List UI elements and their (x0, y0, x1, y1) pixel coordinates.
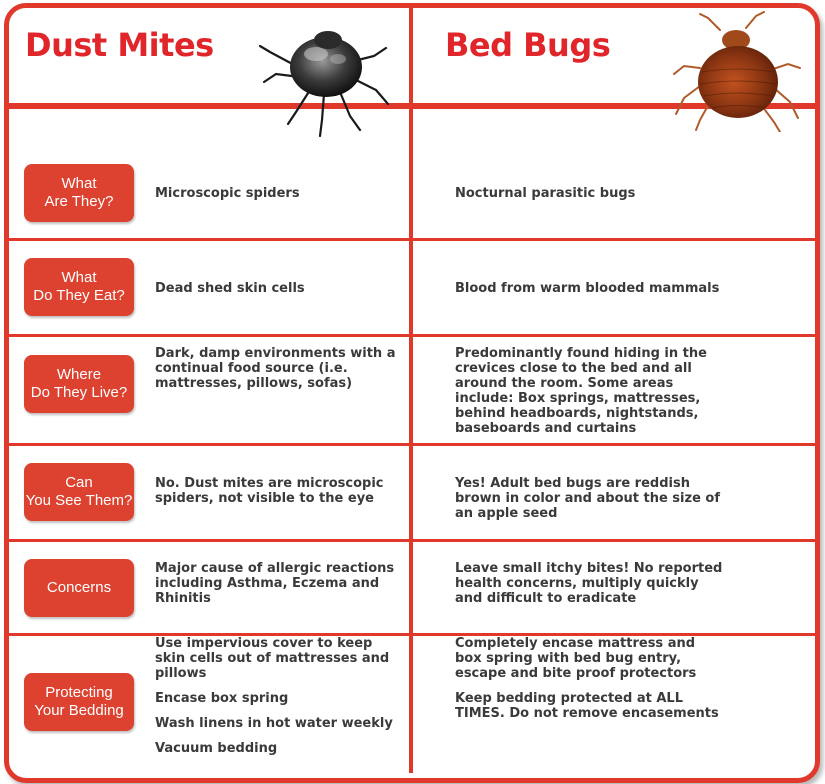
bed-bugs-cell (455, 636, 725, 731)
cell-text: Use impervious cover to keep skin cells out of mattresses and pillows (155, 636, 390, 681)
row-label-concerns (24, 559, 134, 617)
row-label-text: What Do They Eat? (33, 269, 125, 304)
dust-mites-cell (155, 346, 400, 401)
row-label-what-are-they (24, 164, 134, 222)
row-label-text: Where Do They Live? (30, 366, 128, 401)
bed-bugs-cell (455, 281, 725, 306)
row-label-text: Concerns (46, 579, 112, 596)
row-label-can-you-see-them (24, 463, 134, 521)
dust-mites-cell (155, 281, 400, 306)
dust-mites-cell (155, 186, 400, 211)
bed-bugs-cell (455, 476, 725, 531)
row-label-what-do-they-eat (24, 258, 134, 316)
row-label-where-do-they-live (24, 355, 134, 413)
cell-text: Predominantly found hiding in the crevices close to the bed and all around the room. Some areas include: Box springs, mattresses, behind headboards, nightstands, baseboards and curtains (455, 346, 707, 436)
cell-text: Keep bedding protected at ALL TIMES. Do not remove encasements (455, 691, 719, 721)
cell-text: Yes! Adult bed bugs are reddish brown in color and about the size of an apple seed (455, 476, 721, 521)
row-label-text: What Are They? (44, 175, 114, 210)
dust-mites-cell (155, 561, 400, 616)
cell-text: Nocturnal parasitic bugs (455, 186, 636, 201)
cell-text: Vacuum bedding (155, 741, 278, 756)
cell-text: Encase box spring (155, 691, 289, 706)
row-label-protecting-your-bedding (24, 673, 134, 731)
dust-mite-image (258, 12, 393, 140)
cell-text: Leave small itchy bites! No reported health concerns, multiply quickly and difficult to eradicate (455, 561, 723, 606)
cell-text: Completely encase mattress and box spring with bed bug entry, escape and bite proof protectors (455, 636, 697, 681)
bed-bugs-title: Bed Bugs (445, 26, 611, 64)
row-label-text: Protecting Your Bedding (34, 684, 124, 719)
column-divider (409, 8, 413, 773)
bed-bugs-cell (455, 186, 725, 211)
cell-text: No. Dust mites are microscopic spiders, not visible to the eye (155, 476, 384, 506)
row-label-text: Can You See Them? (25, 474, 133, 509)
dust-mites-cell (155, 476, 400, 516)
cell-text: Dark, damp environments with a continual food source (i.e. mattresses, pillows, sofas) (155, 346, 396, 391)
bed-bugs-cell (455, 346, 725, 446)
dust-mites-cell (155, 636, 400, 766)
dust-mites-title: Dust Mites (25, 26, 214, 64)
bed-bugs-cell (455, 561, 725, 616)
cell-text: Major cause of allergic reactions including Asthma, Eczema and Rhinitis (155, 561, 395, 606)
bed-bug-image (670, 10, 805, 132)
cell-text: Dead shed skin cells (155, 281, 305, 296)
cell-text: Wash linens in hot water weekly (155, 716, 393, 731)
cell-text: Microscopic spiders (155, 186, 300, 201)
cell-text: Blood from warm blooded mammals (455, 281, 720, 296)
